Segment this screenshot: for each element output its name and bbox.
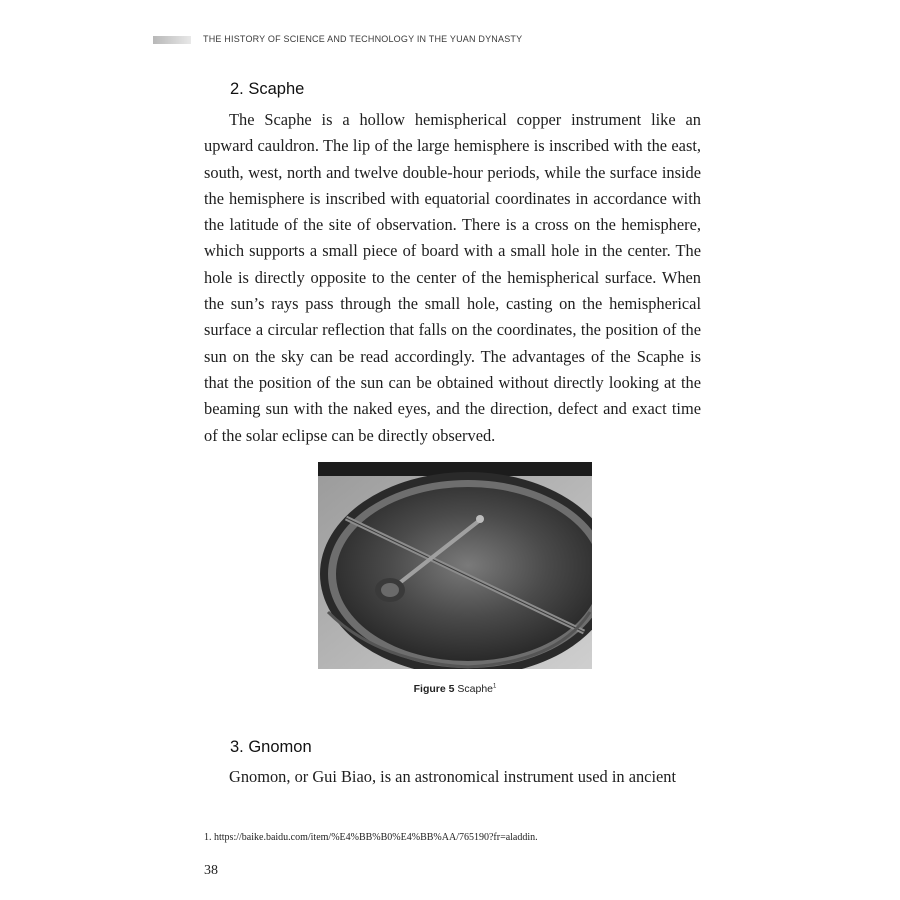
paragraph-scaphe: The Scaphe is a hollow hemispherical copper instrument like an upward cauldron. The lip of the large hemisphere is inscribed with the east, south, west, north and twelve double-hour periods, while the surface inside the hemisphere is inscribed with equatorial coordinates in accordance with the latitude of the site of observation. There is a cross on the hemisphere, which supports a small piece of board with a small hole in the center. The hole is directly opposite to the center of the hemispherical surface. When the sun’s rays pass through the small hole, casting on the hemispherical surface a circular reflection that falls on the coordinates, the position of the sun on the sky can be read accordingly. The advantages of the Scaphe is that the position of the sun can be obtained without directly looking at the beaming sun with the naked eyes, and the direction, defect and exact time of the solar eclipse can be directly observed. (204, 110, 701, 445)
figure-caption (318, 683, 592, 695)
figure-caption-text: Scaphe (457, 683, 494, 695)
figure-footnote-ref: 1 (493, 683, 497, 690)
paragraph-gnomon: Gnomon, or Gui Biao, is an astronomical instrument used in ancient (229, 767, 677, 786)
figure-label: Figure 5 (413, 683, 455, 695)
section-heading-scaphe: 2. Scaphe (230, 80, 305, 98)
running-head: THE HISTORY OF SCIENCE AND TECHNOLOGY IN THE YUAN DYNASTY (203, 34, 523, 44)
section-heading-gnomon: 3. Gnomon (230, 738, 312, 756)
page-number: 38 (204, 863, 218, 878)
header-decoration-bar (153, 36, 191, 44)
scaphe-photo (318, 462, 592, 669)
footnote: 1. https://baike.baidu.com/item/%E4%BB%B0%E4%BB%AA/765190?fr=aladdin. (204, 832, 538, 843)
